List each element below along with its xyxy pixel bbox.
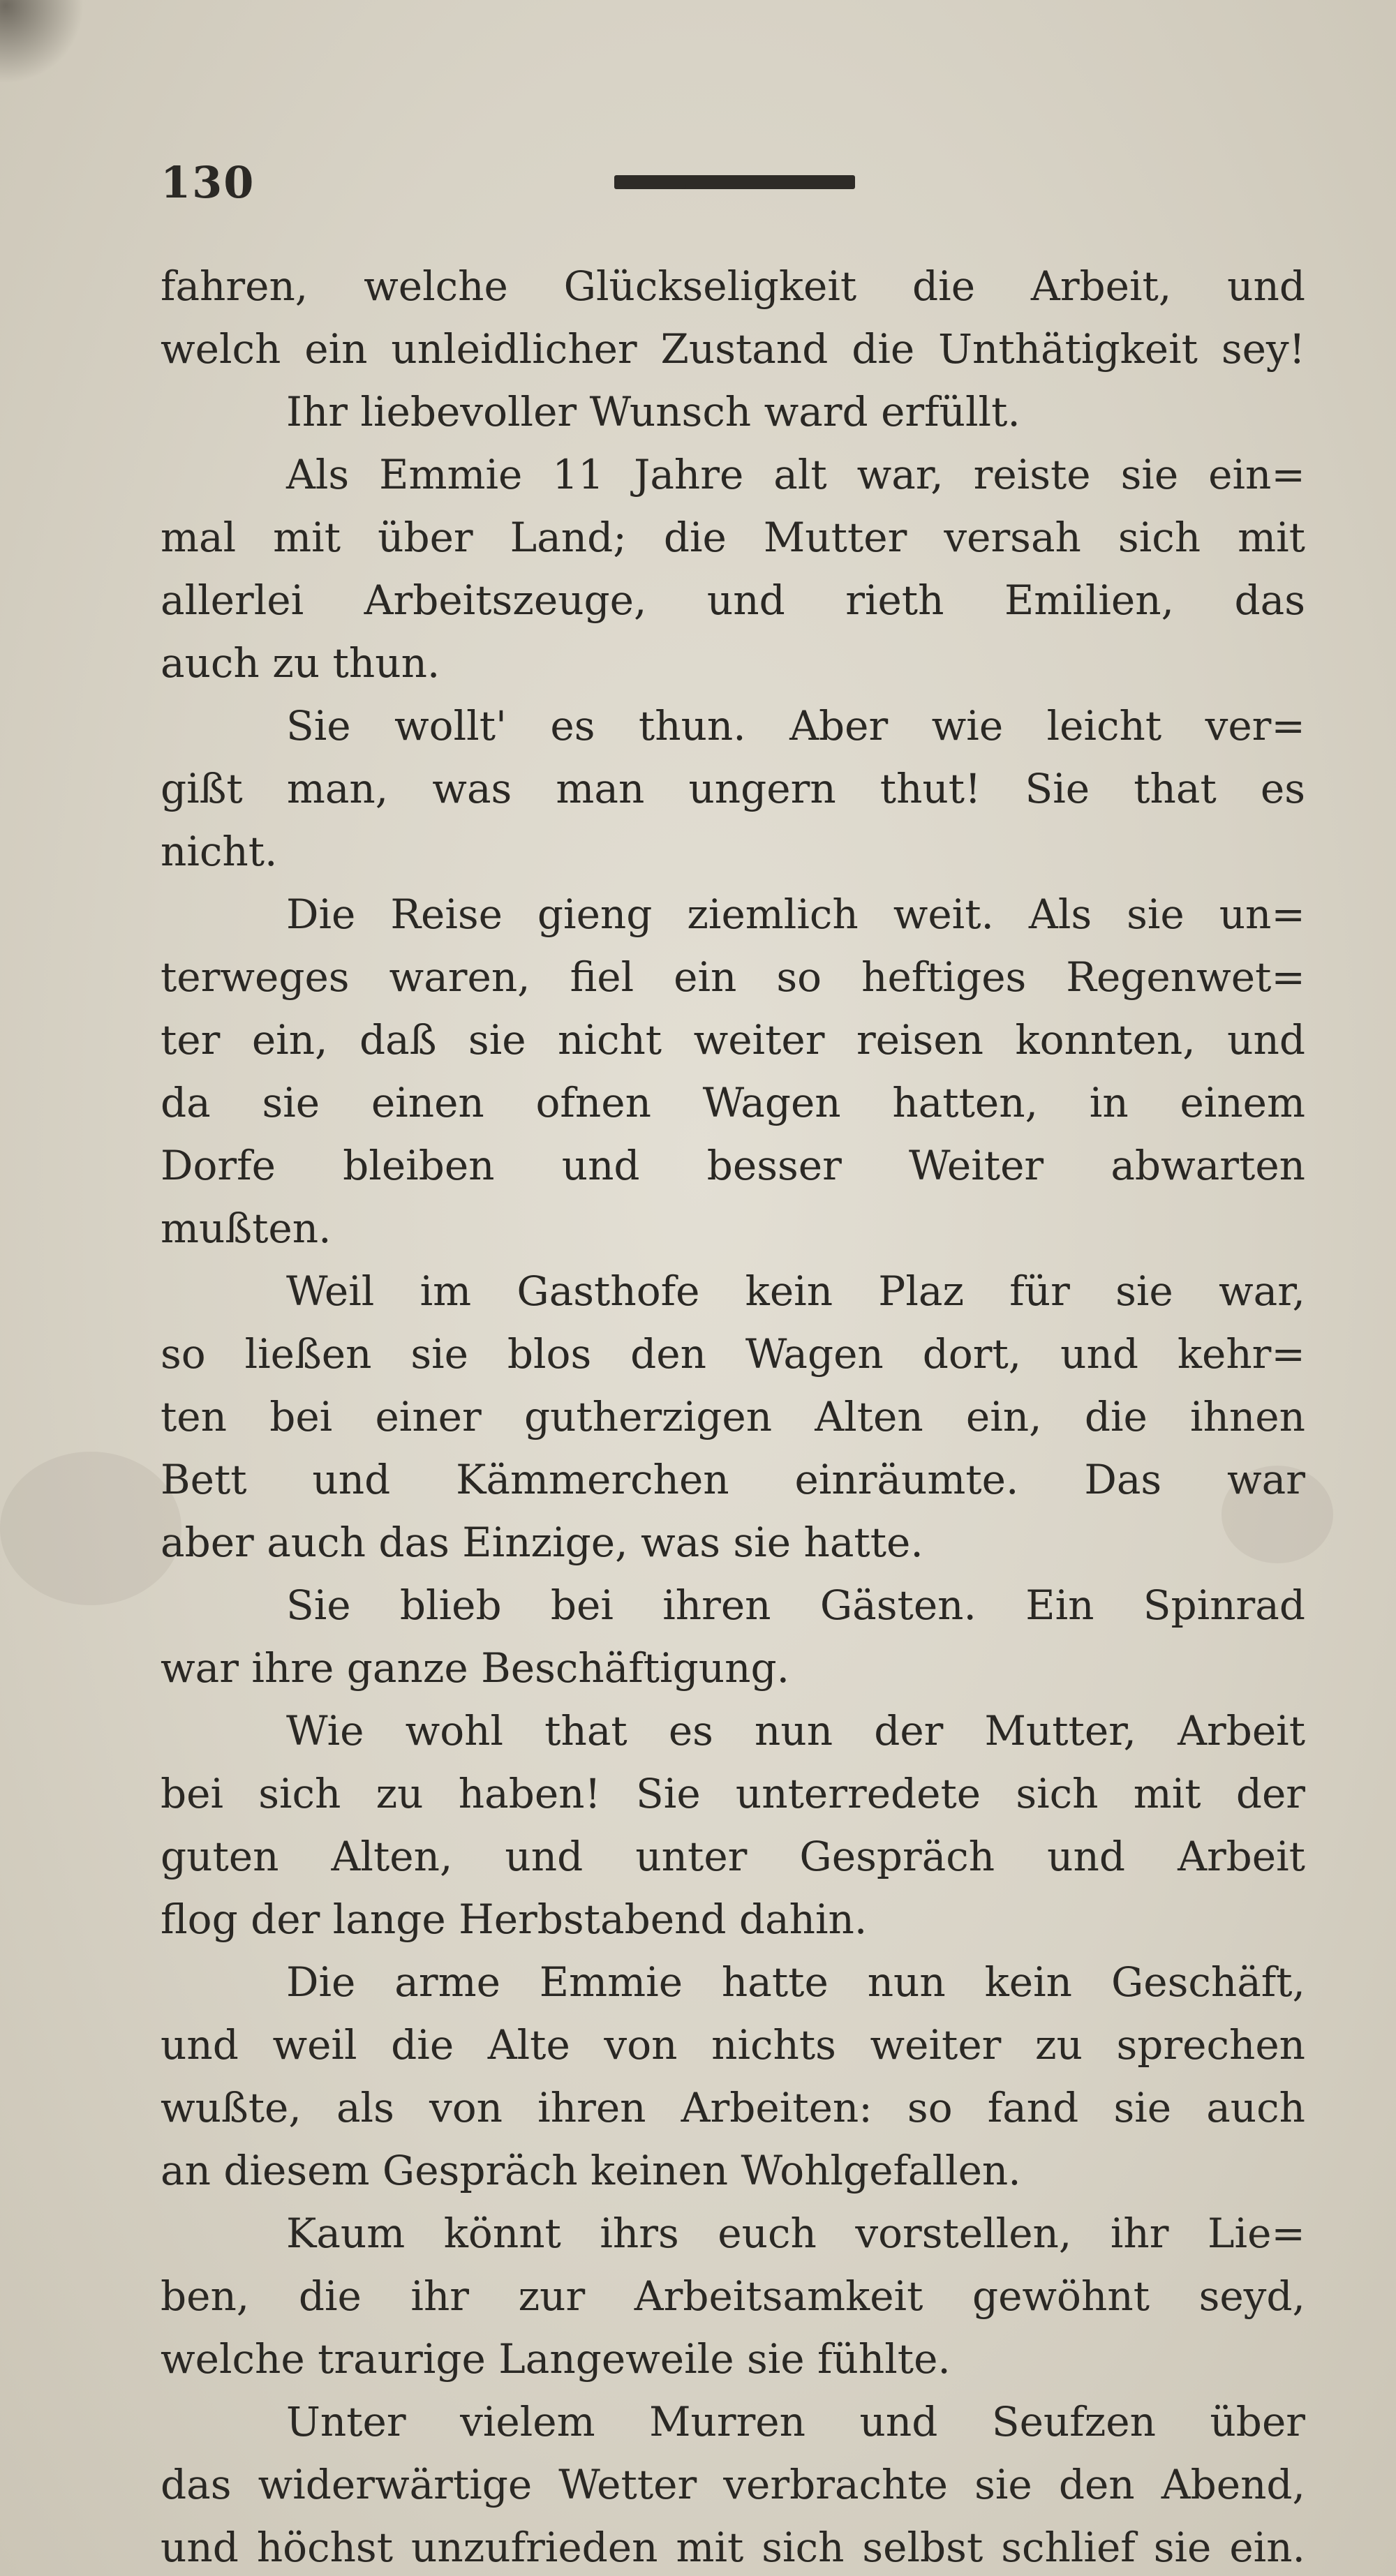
text-line: ter ein, daß sie nicht weiter reisen konnten, und — [161, 1016, 1305, 1064]
text-line: wußte, als von ihren Arbeiten: so fand sie auch — [161, 2084, 1305, 2131]
text-line: fahren, welche Glückseligkeit die Arbeit, und — [161, 262, 1305, 310]
text-line: an diesem Gespräch keinen Wohlgefallen. — [161, 2147, 1021, 2194]
text-line: Kaum könnt ihrs euch vorstellen, ihr Lie= — [286, 2210, 1305, 2257]
text-line: ben, die ihr zur Arbeitsamkeit gewöhnt seyd, — [161, 2272, 1305, 2320]
text-line: Bett und Kämmerchen einräumte. Das war — [161, 1456, 1305, 1503]
text-line: war ihre ganze Beschäftigung. — [161, 1644, 790, 1692]
text-line: Als Emmie 11 Jahre alt war, reiste sie ein= — [286, 451, 1305, 498]
text-line: Sie wollt' es thun. Aber wie leicht ver= — [286, 702, 1305, 750]
text-line: und höchst unzufrieden mit sich selbst schlief sie ein. — [161, 2524, 1305, 2571]
header-ornament — [597, 170, 1009, 198]
ornament-dot — [681, 184, 686, 189]
text-line: so ließen sie blos den Wagen dort, und kehr= — [161, 1330, 1305, 1378]
body-text — [161, 255, 1305, 2576]
ornament-bar — [614, 175, 855, 189]
text-line: Wie wohl that es nun der Mutter, Arbeit — [286, 1707, 1305, 1755]
text-line: da sie einen ofnen Wagen hatten, in einem — [161, 1079, 1305, 1126]
paper-stain — [0, 1452, 181, 1605]
text-line: welche traurige Langeweile sie fühlte. — [161, 2335, 951, 2383]
text-line: guten Alten, und unter Gespräch und Arbeit — [161, 1833, 1305, 1880]
text-line: Sie blieb bei ihren Gästen. Ein Spinrad — [286, 1581, 1305, 1629]
text-line: welch ein unleidlicher Zustand die Unthätigkeit sey! — [161, 325, 1305, 373]
text-line: allerlei Arbeitszeuge, und rieth Emilien, das — [161, 576, 1305, 624]
text-line: flog der lange Herbstabend dahin. — [161, 1896, 868, 1943]
text-line: mußten. — [161, 1205, 332, 1252]
text-line: Die Reise gieng ziemlich weit. Als sie un= — [286, 891, 1305, 938]
text-line: terweges waren, fiel ein so heftiges Regenwet= — [161, 953, 1305, 1001]
text-line: mal mit über Land; die Mutter versah sich mit — [161, 514, 1305, 561]
text-line: Dorfe bleiben und besser Weiter abwarten — [161, 1142, 1305, 1189]
page-number: 130 — [161, 157, 255, 208]
text-line: auch zu thun. — [161, 639, 440, 687]
text-line: gißt man, was man ungern thut! Sie that es — [161, 765, 1305, 812]
page-corner-shadow — [0, 0, 84, 84]
text-line: und weil die Alte von nichts weiter zu sprechen — [161, 2021, 1305, 2069]
text-line: Die arme Emmie hatte nun kein Geschäft, — [286, 1958, 1305, 2006]
page-header — [161, 157, 1277, 206]
text-line: Unter vielem Murren und Seufzen über — [286, 2398, 1305, 2445]
text-line: ten bei einer gutherzigen Alten ein, die ihnen — [161, 1393, 1305, 1440]
text-line: nicht. — [161, 828, 278, 875]
text-line: Ihr liebevoller Wunsch ward erfüllt. — [286, 388, 1020, 435]
text-line: das widerwärtige Wetter verbrachte sie den Abend, — [161, 2461, 1305, 2508]
text-line: Weil im Gasthofe kein Plaz für sie war, — [286, 1267, 1305, 1315]
text-line: bei sich zu haben! Sie unterredete sich mit der — [161, 1770, 1305, 1817]
text-line: aber auch das Einzige, was sie hatte. — [161, 1519, 923, 1566]
